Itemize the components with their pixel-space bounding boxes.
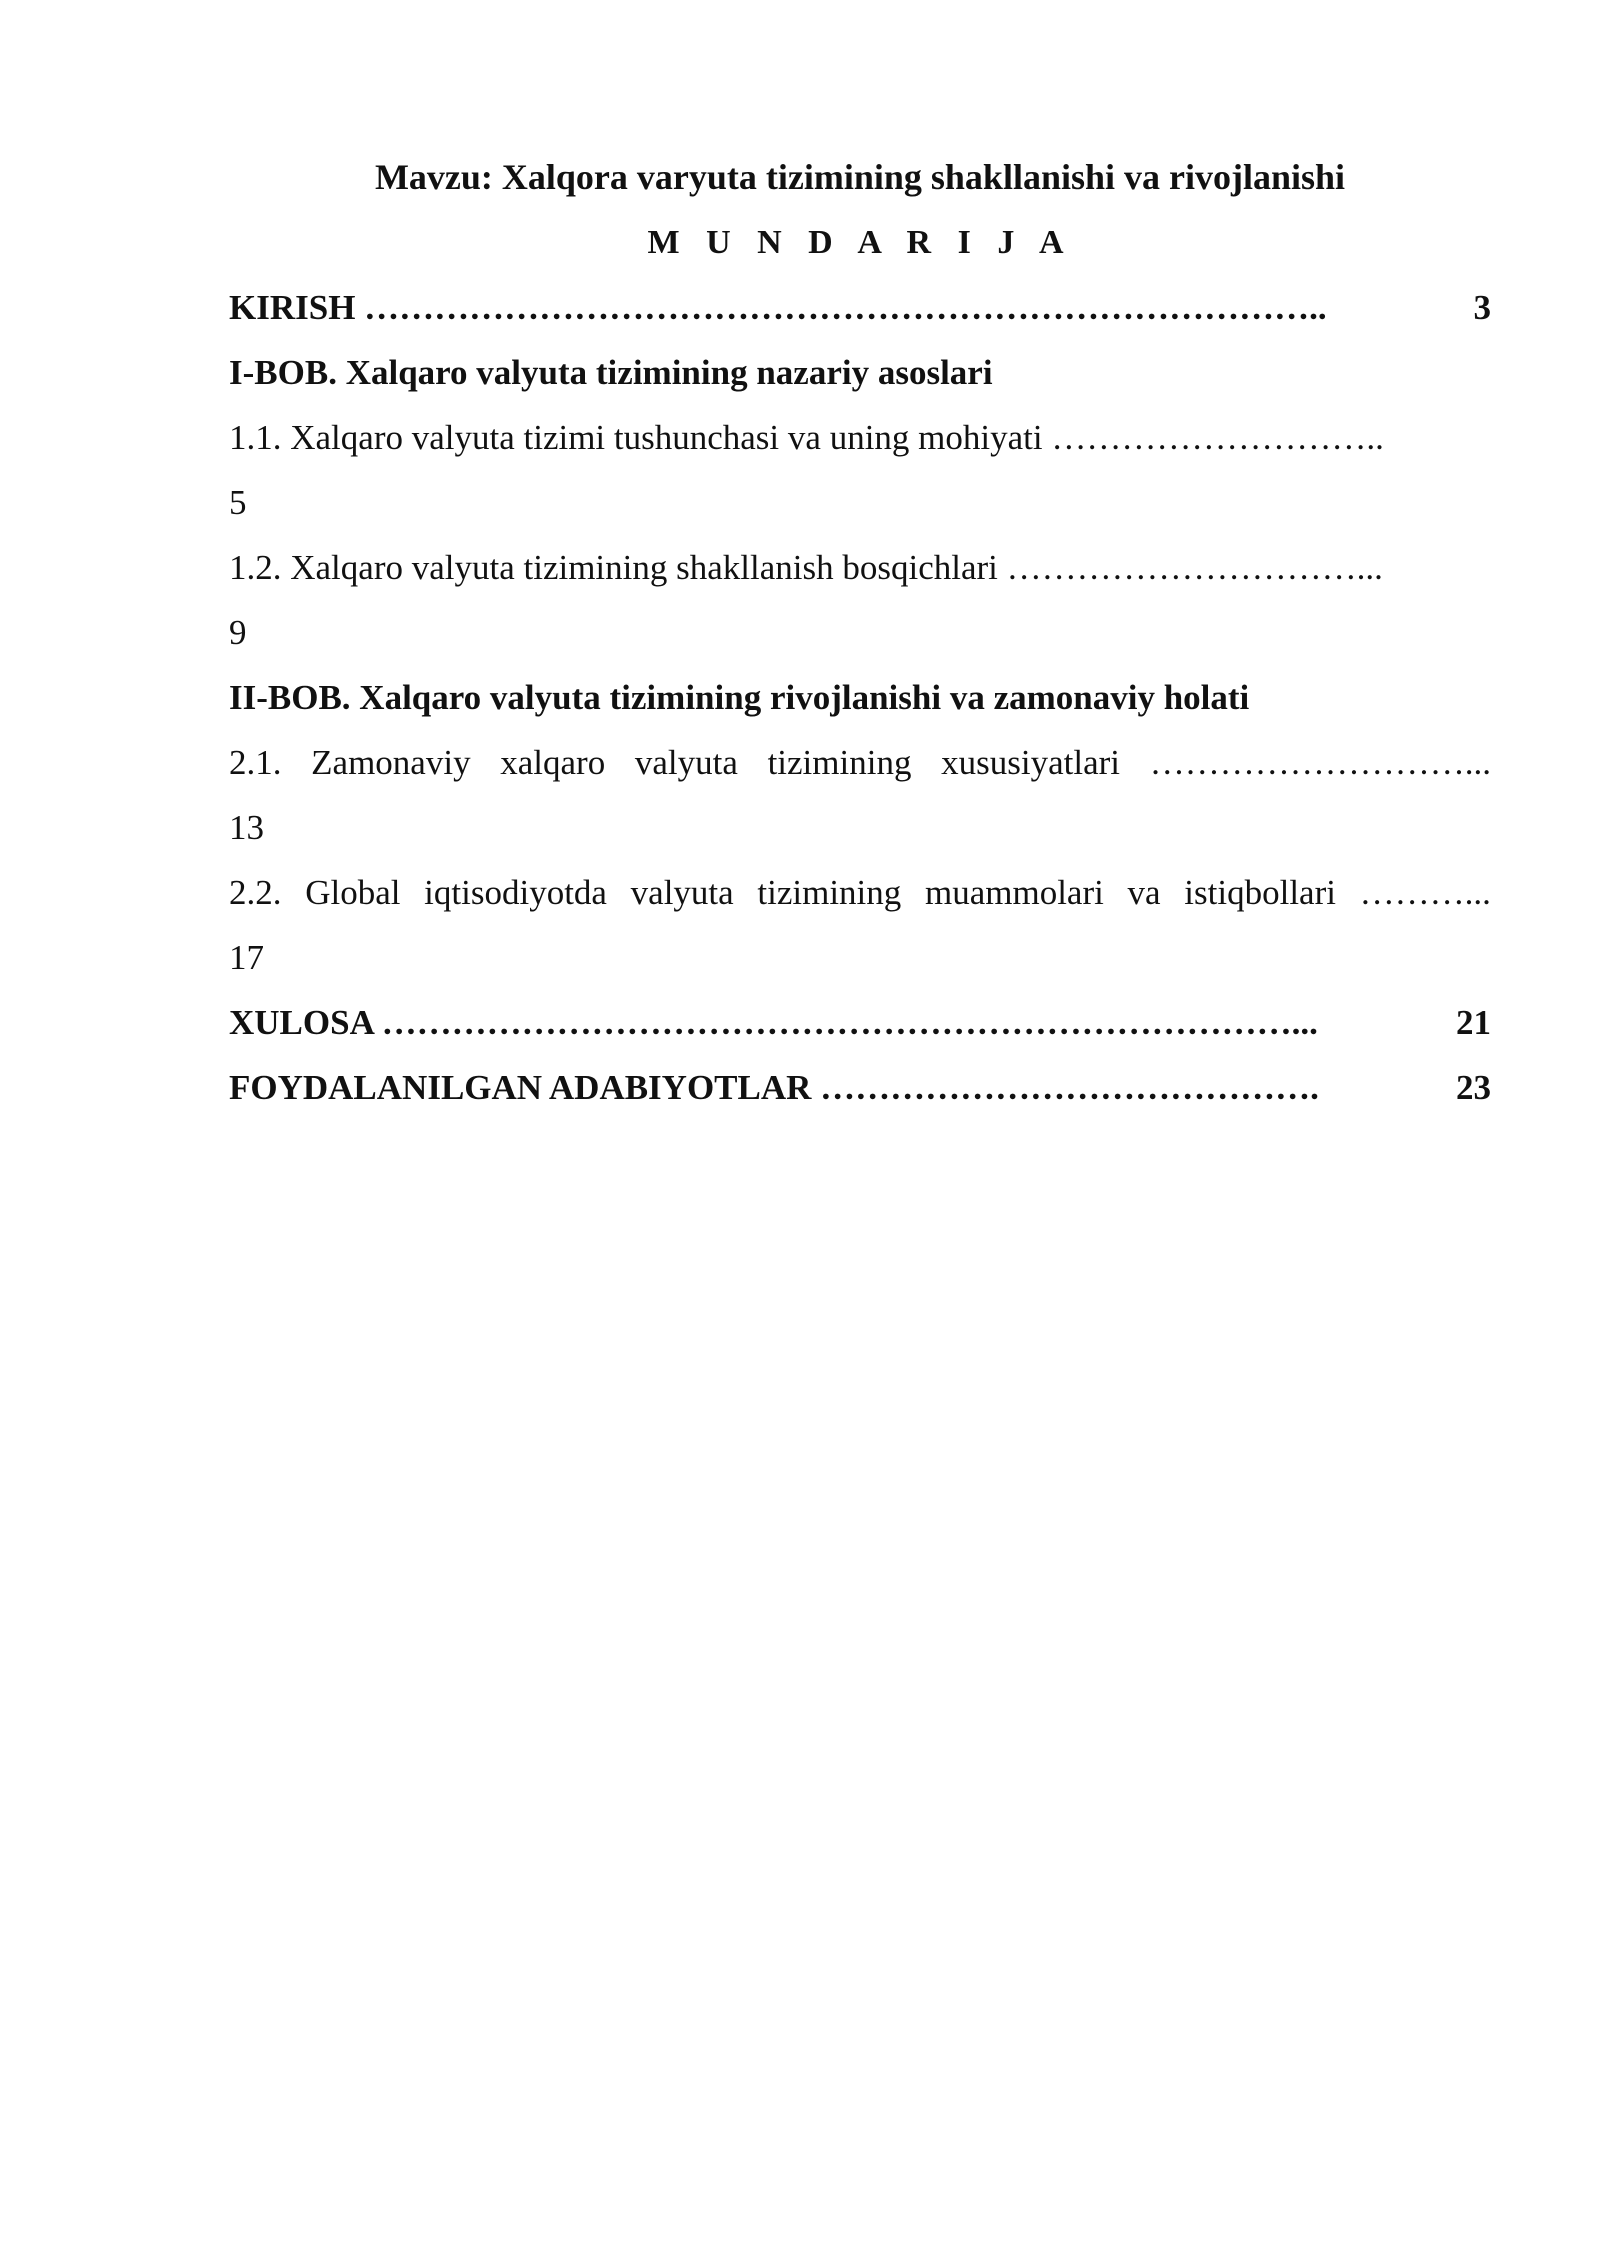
toc-word: tizimining [767,743,912,782]
toc-word: istiqbollari [1184,873,1336,912]
toc-word: 2.2. [229,873,282,912]
toc-heading: M U N D A R I J A [647,224,1073,261]
toc-entry-page: 21 [1456,1003,1491,1042]
toc-word: Global [305,873,401,912]
toc-entry-2-2 [229,860,1491,925]
toc-word: iqtisodiyotda [424,873,607,912]
toc-entry-xulosa [229,990,1491,1055]
toc-word: valyuta [634,743,738,782]
toc-entry-adabiyotlar [229,1055,1491,1120]
toc-word: 2.1. [229,743,282,782]
toc-entry-page: 9 [229,613,247,652]
toc-word: va [1127,873,1161,912]
toc-entry-page: 5 [229,483,247,522]
document-content [229,145,1491,1120]
toc-word: valyuta [630,873,734,912]
toc-word: xalqaro [500,743,606,782]
toc-word: Zamonaviy [311,743,471,782]
toc-word: ………... [1359,873,1491,912]
toc-entry-1-2: 1.2. Xalqaro valyuta tizimining shakllanish bosqichlari …………………………... [229,548,1383,587]
toc-entry-label: FOYDALANILGAN ADABIYOTLAR ……………………………………. [229,1068,1319,1107]
toc-word: xususiyatlari [941,743,1121,782]
toc-chapter-2: II-BOB. Xalqaro valyuta tizimining rivojlanishi va zamonaviy holati [229,678,1250,717]
toc-entry-page: 13 [229,808,264,847]
toc-word: muammolari [924,873,1104,912]
toc-entry-2-1 [229,730,1491,795]
toc-word: ………………………... [1149,743,1491,782]
toc-entry-page: 3 [1473,288,1491,327]
toc-entry-label: KIRISH ……………………………………………………………………….. [229,288,1327,327]
toc-chapter-1: I-BOB. Xalqaro valyuta tizimining nazariy asoslari [229,353,993,392]
toc-entry-page: 17 [229,938,264,977]
toc-entry-1-1: 1.1. Xalqaro valyuta tizimi tushunchasi va uning mohiyati ……………………….. [229,418,1384,457]
toc-entry-kirish [229,275,1491,340]
document-title: Mavzu: Xalqora varyuta tizimining shakllanishi va rivojlanishi [374,157,1346,197]
toc-word: tizimining [757,873,902,912]
toc-entry-label: XULOSA ……………………………………………………………………... [229,1003,1318,1042]
toc-entry-page: 23 [1456,1068,1491,1107]
